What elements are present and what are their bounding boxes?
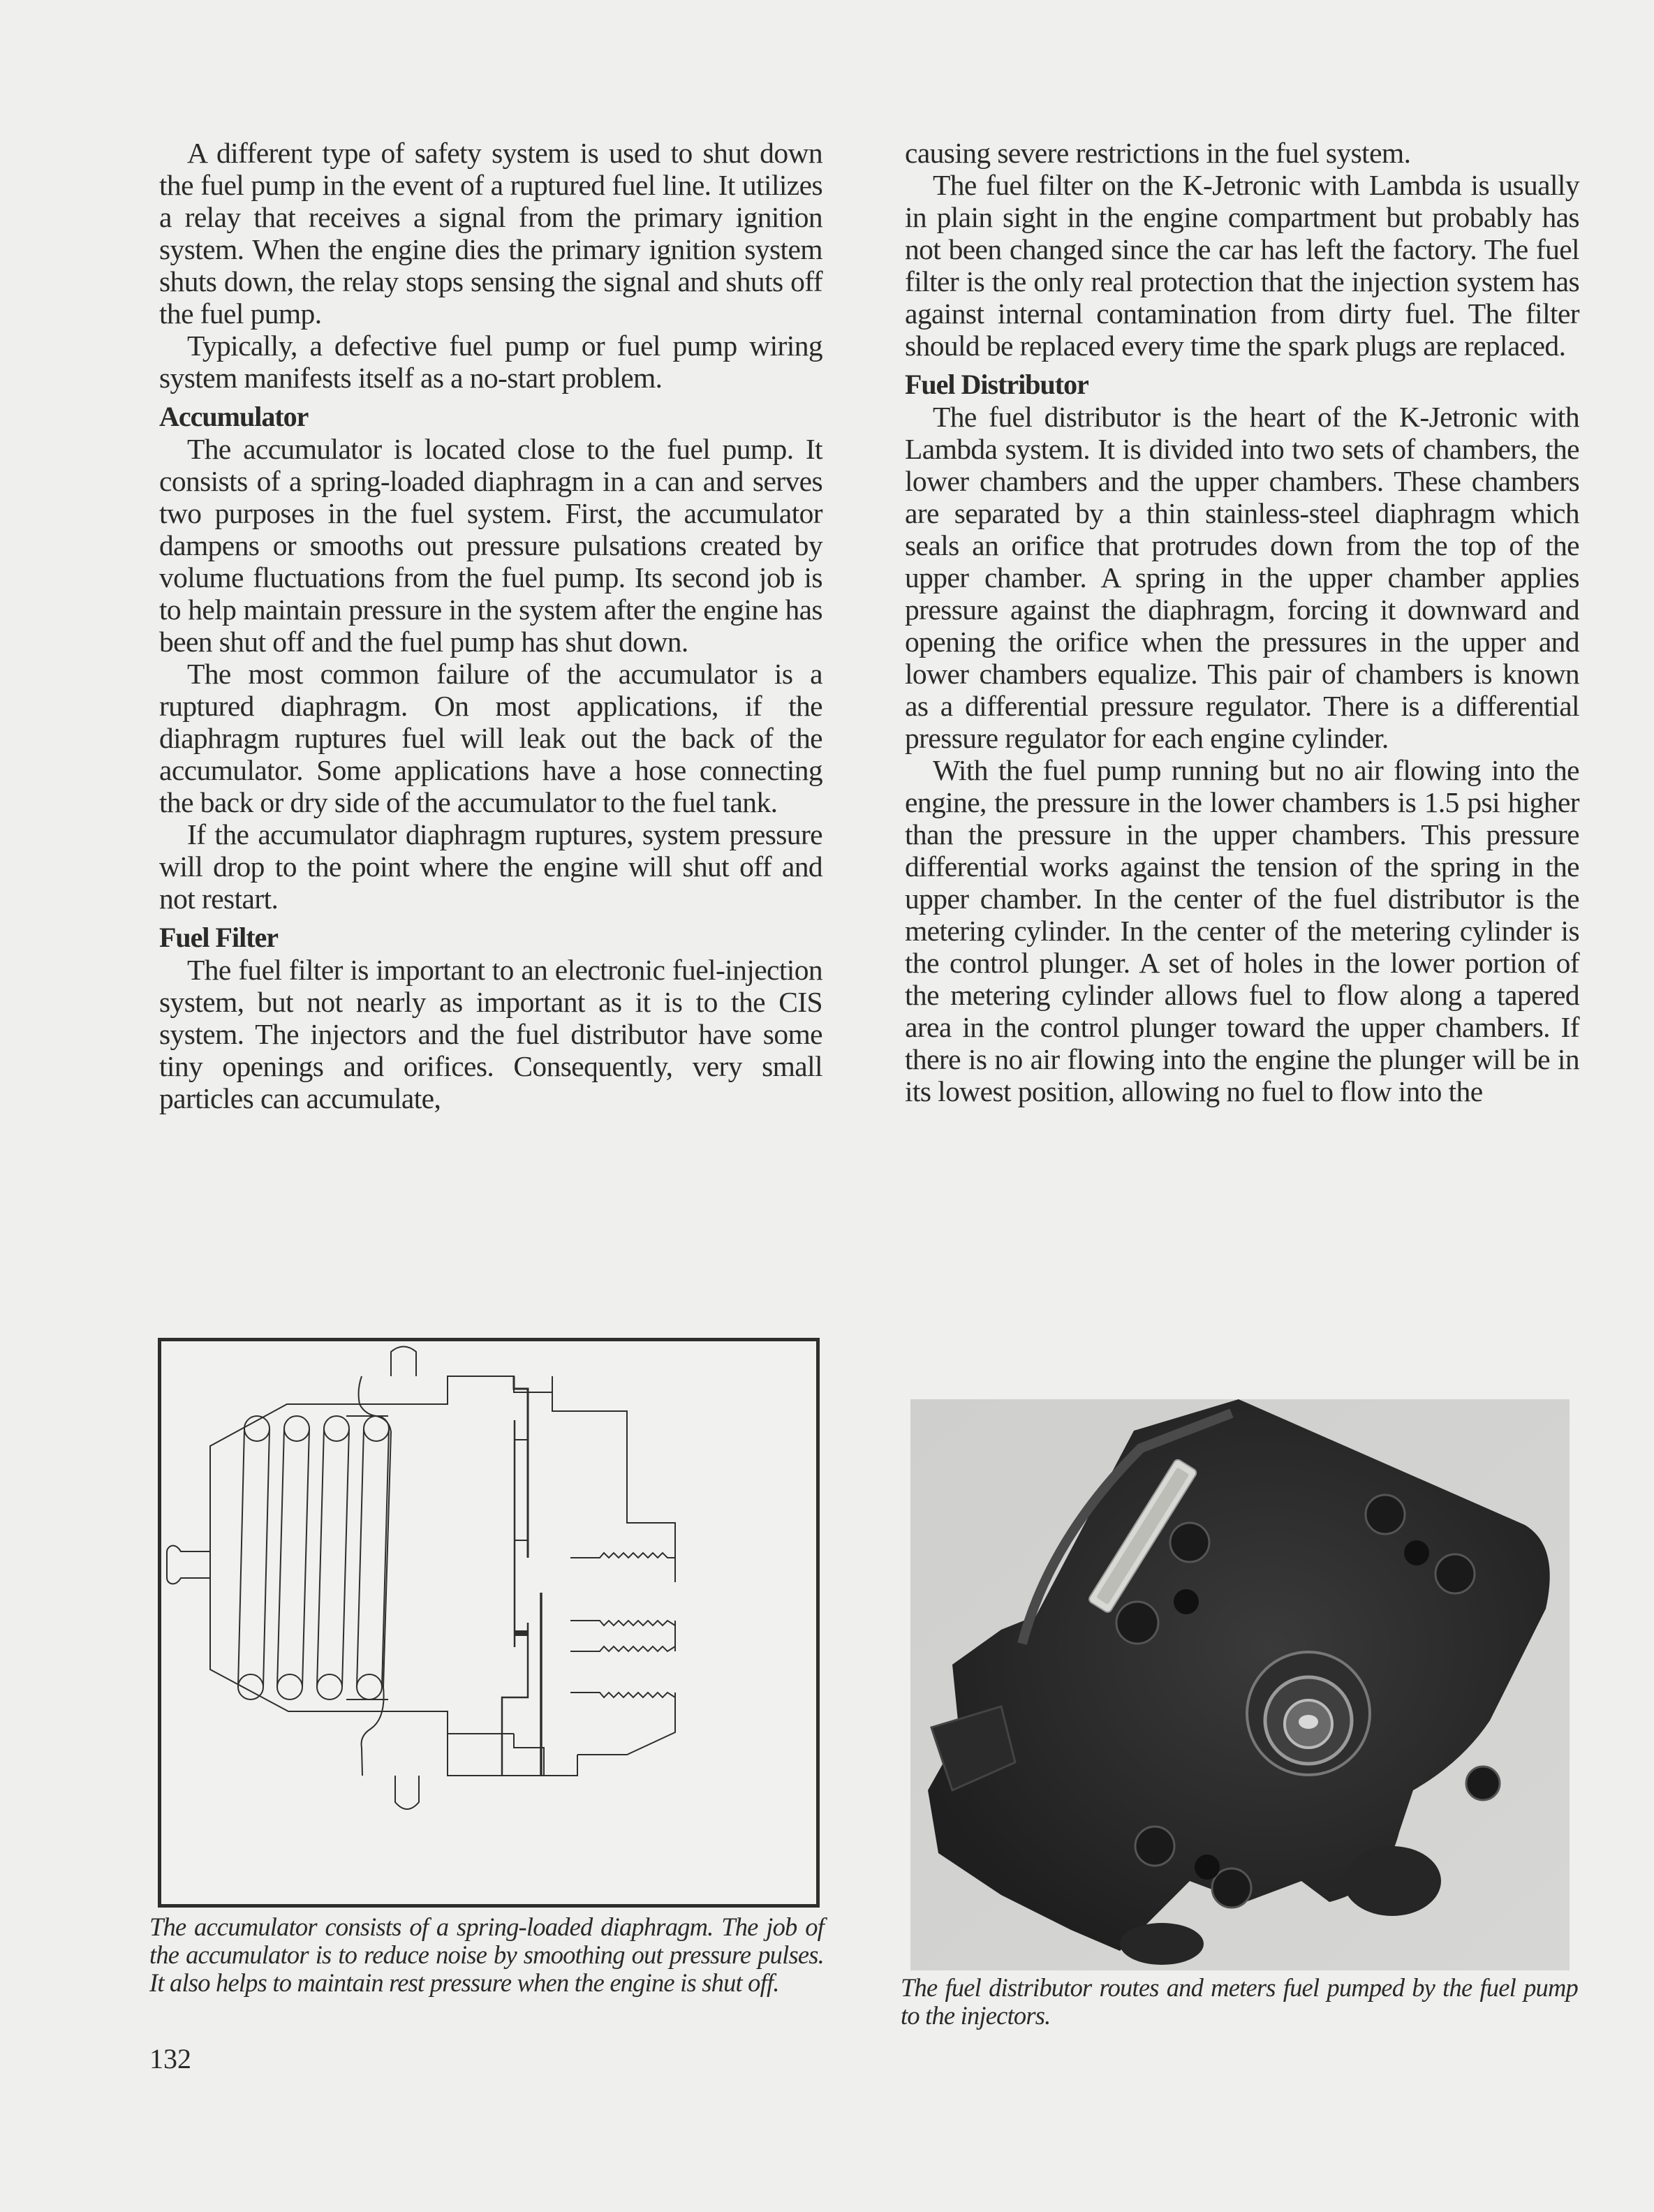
body-paragraph: The fuel distributor is the heart of the K-Jetronic with Lambda system. It is divided into two sets of chambers, the lower chambers and the upper chambers. These chambers are separated by a thin stainless-steel diaphragm which seals an orifice that protrudes down from the top of the upper chamber. A spring in the upper chamber applies pressure against the diaphragm, forcing it downward and opening the orifice when the pressures in the upper and lower chambers equalize. This pair of chambers is known as a differential pressure regulator. There is a differential pressure regulator for each engine cylinder. — [905, 401, 1579, 754]
accumulator-cutaway-illustration — [161, 1341, 816, 1904]
body-paragraph-continuation: causing severe restrictions in the fuel system. — [905, 137, 1411, 169]
section-heading-fuel-filter: Fuel Filter — [159, 922, 279, 953]
fuel-distributor-image — [910, 1399, 1570, 1970]
body-paragraph: The fuel filter on the K-Jetronic with Lambda is usually in plain sight in the engine compartment but probably has not been changed since the car has left the factory. The fuel filter is the only real protection that the injection system has against internal contamination from dirty fuel. The filter should be replaced every time the spark plugs are replaced. — [905, 169, 1579, 362]
section-heading-fuel-distributor: Fuel Distributor — [905, 369, 1088, 400]
figure-caption-fuel-distributor: The fuel distributor routes and meters fuel pumped by the fuel pump to the injectors. — [901, 1973, 1578, 2030]
accumulator-diagram — [158, 1338, 820, 1908]
left-column — [159, 137, 822, 1114]
body-paragraph: A different type of safety system is used to shut down the fuel pump in the event of a ruptured fuel line. It utilizes a relay that receives a signal from the primary ignition system. When the engine dies the primary ignition system shuts down, the relay stops sensing the signal and shuts off the fuel pump. — [159, 137, 822, 330]
body-paragraph: The fuel filter is important to an electronic fuel-injection system, but not nearly as important as it is to the CIS system. The injectors and the fuel distributor have some tiny openings and orifices. Consequently, very small particles can accumulate, — [159, 954, 822, 1114]
page-number: 132 — [149, 2043, 191, 2074]
fuel-distributor-photo — [910, 1399, 1570, 1970]
section-heading-accumulator: Accumulator — [159, 401, 309, 432]
body-paragraph: If the accumulator diaphragm ruptures, system pressure will drop to the point where the engine will shut off and not restart. — [159, 818, 822, 915]
body-paragraph: Typically, a defective fuel pump or fuel pump wiring system manifests itself as a no-start problem. — [159, 330, 822, 394]
body-paragraph: The most common failure of the accumulator is a ruptured diaphragm. On most applications, if the diaphragm ruptures fuel will leak out the back of the accumulator. Some applications have a hose connecting the back or dry side of the accumulator to the fuel tank. — [159, 658, 822, 818]
body-paragraph: The accumulator is located close to the fuel pump. It consists of a spring-loaded diaphragm in a can and serves two purposes in the fuel system. First, the accumulator dampens or smooths out pressure pulsations created by volume fluctuations from the fuel pump. Its second job is to help maintain pressure in the system after the engine has been shut off and the fuel pump has shut down. — [159, 433, 822, 658]
figure-caption-accumulator: The accumulator consists of a spring-loaded diaphragm. The job of the accumulator is to reduce noise by smoothing out pressure pulses. It also helps to maintain rest pressure when the engine is shut off. — [149, 1912, 824, 1997]
right-column — [905, 137, 1579, 1107]
body-paragraph: With the fuel pump running but no air flowing into the engine, the pressure in the lower chambers is 1.5 psi higher than the pressure in the upper chambers. This pressure differential works against the tension of the spring in the upper chamber. In the center of the fuel distributor is the metering cylinder. In the center of the metering cylinder is the control plunger. A set of holes in the lower portion of the metering cylinder allows fuel to flow along a tapered area in the control plunger toward the upper chambers. If there is no air flowing into the engine the plunger will be in its lowest position, allowing no fuel to flow into the — [905, 754, 1579, 1107]
